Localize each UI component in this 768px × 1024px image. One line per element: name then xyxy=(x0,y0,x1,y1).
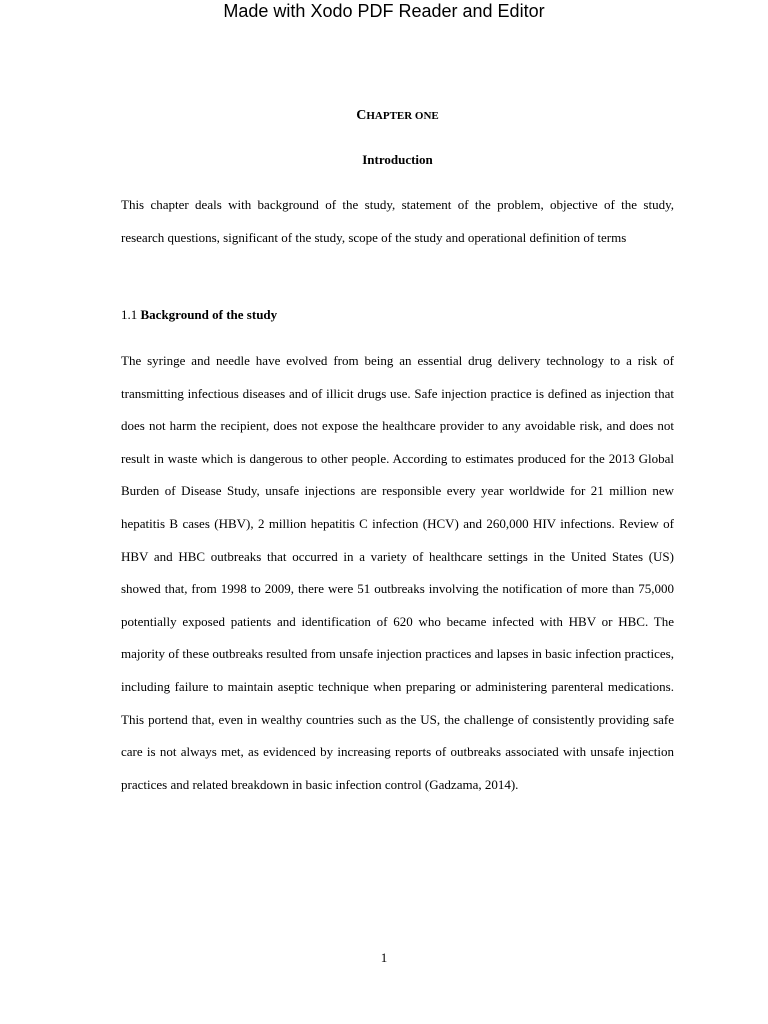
section-number: 1.1 xyxy=(121,307,138,322)
chapter-title-initial: C xyxy=(356,108,367,123)
background-paragraph: The syringe and needle have evolved from being an essential drug delivery technology to a risk of transmitting infectious diseases and of illicit drugs use. Safe injection practice is defined as injection that does not harm the recipient, does not expose the healthcare provider to any avoidable risk, and does not result in waste which is dangerous to other people. According to estimates produced for the 2013 Global Burden of Disease Study, unsafe injections are responsible every year worldwide for 21 million new hepatitis B cases (HBV), 2 million hepatitis C infection (HCV) and 260,000 HIV infections. Review of HBV and HBC outbreaks that occurred in a variety of healthcare settings in the United States (US) showed that, from 1998 to 2009, there were 51 outbreaks involving the notification of more than 75,000 potentially exposed patients and identification of 620 who became infected with HBV or HBC. The majority of these outbreaks resulted from unsafe injection practices and lapses in basic infection practices, including failure to maintain aseptic technique when preparing or administering parenteral medications. This portend that, even in wealthy countries such as the US, the challenge of consistently providing safe care is not always met, as evidenced by increasing reports of outbreaks associated with unsafe injection practices and related breakdown in basic infection control (Gadzama, 2014). xyxy=(121,353,674,792)
chapter-title-rest: HAPTER ONE xyxy=(366,110,439,122)
chapter-title xyxy=(121,106,674,125)
page-number: 1 xyxy=(380,950,388,965)
introduction-heading: Introduction xyxy=(362,152,433,167)
section-heading xyxy=(121,306,674,324)
section-title: Background of the study xyxy=(140,307,278,322)
xodo-watermark: Made with Xodo PDF Reader and Editor xyxy=(223,1,545,21)
intro-paragraph: This chapter deals with background of the study, statement of the problem, objective of the study, research questions, significant of the study, scope of the study and operational definition of terms xyxy=(121,197,674,245)
